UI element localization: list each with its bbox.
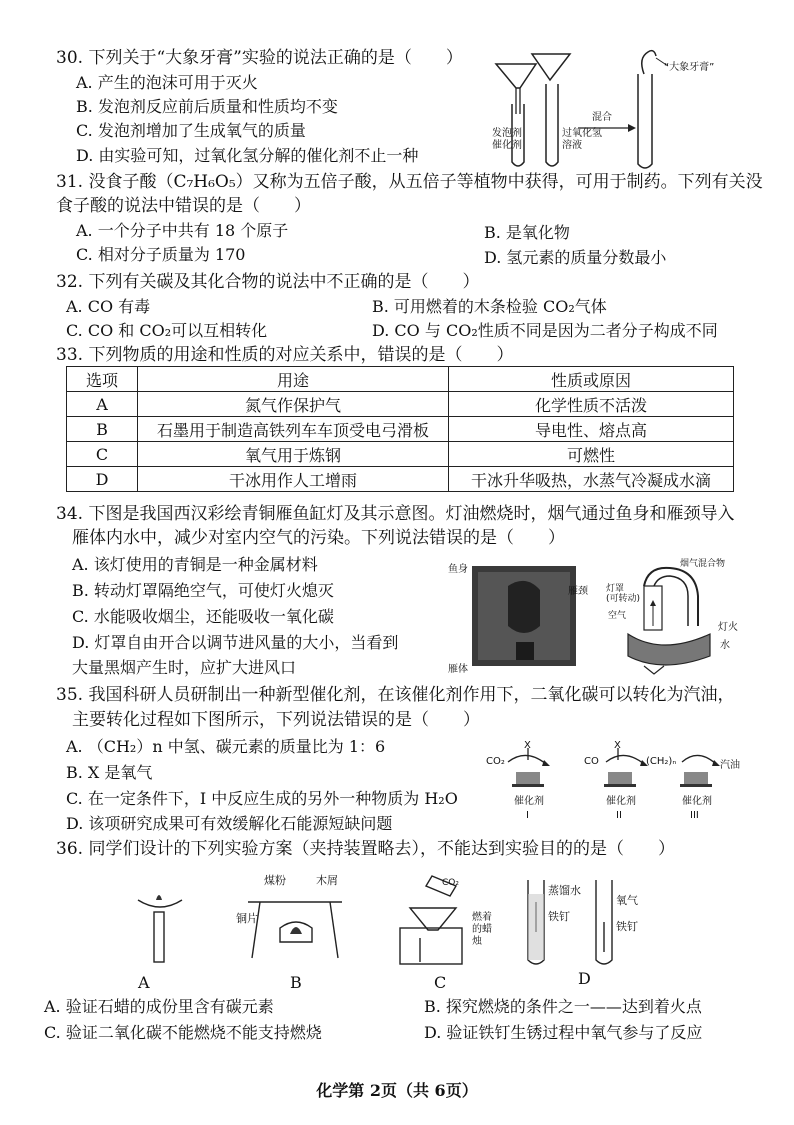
q34-label-water: 水 [720,640,730,651]
row-option: A [67,392,138,417]
q31-option-c: C. 相对分子质量为 170 [76,245,246,264]
q31-option-d: D. 氢元素的质量分数最小 [484,248,667,267]
q36-option-a: A. 验证石蜡的成份里含有碳元素 [44,997,274,1016]
q35-option-c: C. 在一定条件下，I 中反应生成的另外一种物质为 H₂O [66,789,458,808]
q31-option-b: B. 是氧化物 [484,223,570,242]
row-property: 导电性、熔点高 [449,417,734,442]
q36-label-coal: 煤粉 [264,874,286,887]
q35-label-catalyst-1: 催化剂 [514,796,544,807]
q35-label-stage-1: I [526,810,529,821]
row-option: D [67,467,138,492]
header-option: 选项 [67,367,138,392]
row-property: 化学性质不活泼 [449,392,734,417]
q30-option-b: B. 发泡剂反应前后质量和性质均不变 [76,97,338,116]
q34-stem-line1: 34. 下图是我国西汉彩绘青铜雁鱼缸灯及其示意图。灯油燃烧时，烟气通过鱼身和雁颈导入 [56,504,735,524]
q30-label-toothpaste: “大象牙膏” [664,62,715,73]
q32-option-c: C. CO 和 CO₂可以互相转化 [66,321,268,340]
q31-stem-line2: 食子酸的说法中错误的是（ ） [56,196,311,216]
q34-option-d: D. 灯罩自由开合以调节进风量的大小，当看到 [72,633,399,652]
row-use: 氮气作保护气 [138,392,449,417]
q34-label-smoke: 烟气混合物 [680,559,726,569]
q36-figure [120,872,740,972]
row-use: 干冰用作人工增雨 [138,467,449,492]
q34-label-neck: 雁颈 [568,586,588,597]
q35-label-ch2n: (CH₂)ₙ [646,756,677,767]
q35-label-co2: CO₂ [486,756,505,767]
q36-option-c: C. 验证二氧化碳不能燃烧不能支持燃烧 [44,1023,322,1042]
row-option: C [67,442,138,467]
q35-label-catalyst-3: 催化剂 [682,796,712,807]
row-property: 可燃性 [449,442,734,467]
q36-fig-label-d: D [578,969,591,988]
q30-label-mix: 混合 [592,112,612,123]
q32-option-b: B. 可用燃着的木条检验 CO₂气体 [372,297,607,316]
table-row [67,392,734,417]
row-property: 干冰升华吸热，水蒸气冷凝成水滴 [449,467,734,492]
q31-stem-line1: 31. 没食子酸（C₇H₆O₅）又称为五倍子酸，从五倍子等植物中获得，可用于制药。下列有关没 [56,172,763,192]
q35-stem-line2: 主要转化过程如下图所示，下列说法错误的是（ ） [72,710,480,730]
q34-option-c: C. 水能吸收烟尘，还能吸收一氧化碳 [72,607,334,626]
q36-fig-label-b: B [290,973,302,992]
row-option: B [67,417,138,442]
q32-stem: 32. 下列有关碳及其化合物的说法中不正确的是（ ） [56,272,480,292]
q35-stem-line1: 35. 我国科研人员研制出一种新型催化剂，在该催化剂作用下，二氧化碳可以转化为汽油， [56,685,735,705]
q34-option-d-cont: 大量黑烟产生时，应扩大进风口 [72,658,297,677]
q35-label-stage-2: II [616,810,622,821]
q34-option-a: A. 该灯使用的青铜是一种金属材料 [72,555,318,574]
q32-option-a: A. CO 有毒 [66,297,151,316]
q35-option-d: D. 该项研究成果可有效缓解化石能源短缺问题 [66,814,393,833]
q34-option-b: B. 转动灯罩隔绝空气，可使灯火熄灭 [72,581,334,600]
q36-fig-label-c: C [434,973,447,992]
q35-label-co: CO [584,756,599,767]
q36-fig-label-a: A [138,973,150,992]
q35-label-gasoline: 汽油 [720,760,740,771]
q30-label-catalyst: 发泡剂 催化剂 [492,128,522,151]
q36-option-d: D. 验证铁钉生锈过程中氧气参与了反应 [424,1023,703,1042]
q30-option-a: A. 产生的泡沫可用于灭火 [76,73,258,92]
q33-stem: 33. 下列物质的用途和性质的对应关系中，错误的是（ ） [56,345,514,365]
table-row [67,442,734,467]
q34-label-shade: 灯罩 (可转动) [606,584,641,604]
q34-stem-line2: 雁体内水中，减少对室内空气的污染。下列说法错误的是（ ） [72,528,565,548]
page-footer: 化学第 2页（共 6页） [316,1081,478,1100]
q36-option-b: B. 探究燃烧的条件之一——达到着火点 [424,997,702,1016]
q36-label-nail2: 铁钉 [616,920,638,933]
q34-label-body: 雁体 [448,664,468,675]
q36-label-wood: 木屑 [316,874,338,887]
q34-label-fish: 鱼身 [448,564,468,575]
q35-figure [486,740,746,830]
header-property: 性质或原因 [449,367,734,392]
q36-label-water: 蒸馏水 [548,884,581,897]
q35-label-x1: X [524,740,531,751]
q30-option-c: C. 发泡剂增加了生成氧气的质量 [76,121,306,140]
q32-option-d: D. CO 与 CO₂性质不同是因为二者分子构成不同 [372,321,718,340]
q30-option-d: D. 由实验可知，过氧化氢分解的催化剂不止一种 [76,146,419,165]
q30-stem: 30. 下列关于“大象牙膏”实验的说法正确的是（ ） [56,48,463,68]
q30-label-h2o2: 过氧化氢 溶液 [562,128,602,151]
table-row [67,467,734,492]
q31-option-a: A. 一个分子中共有 18 个原子 [76,221,289,240]
table-header-row [67,367,734,392]
q36-label-copper: 铜片 [236,912,258,925]
q36-label-nail1: 铁钉 [548,910,570,923]
q34-label-air: 空气 [608,611,627,621]
q36-label-co2: CO₂ [442,878,459,888]
table-row [67,417,734,442]
q33-table [66,366,734,492]
q30-figure [488,44,738,174]
q35-label-catalyst-2: 催化剂 [606,796,636,807]
q35-option-b: B. X 是氧气 [66,763,153,782]
row-use: 氧气用于炼钢 [138,442,449,467]
q35-option-a: A. （CH₂）n 中氢、碳元素的质量比为 1：6 [66,737,386,756]
q36-label-candle: 燃着 的蜡 烛 [472,912,492,947]
row-use: 石墨用于制造高铁列车车顶受电弓滑板 [138,417,449,442]
q34-figure [448,556,748,676]
q36-label-oxygen: 氧气 [616,894,638,907]
header-use: 用途 [138,367,449,392]
q34-label-fire: 灯火 [718,622,738,633]
q35-label-x2: X [614,740,621,751]
q35-label-stage-3: III [690,810,699,821]
q36-stem: 36. 同学们设计的下列实验方案（夹持装置略去），不能达到实验目的的是（ ） [56,839,675,859]
